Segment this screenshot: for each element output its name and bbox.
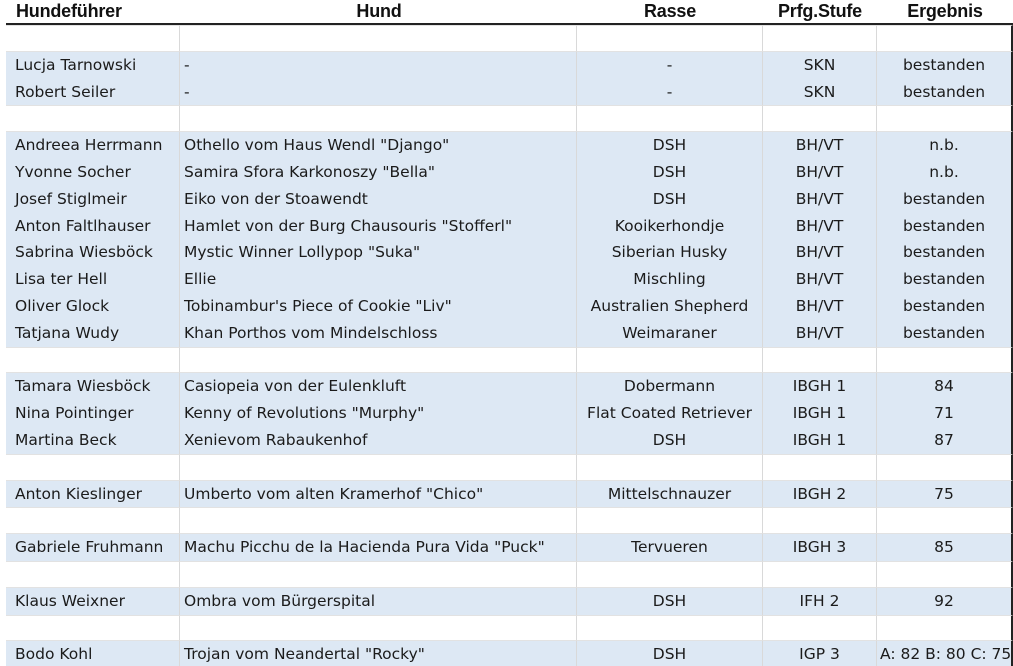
cell-result[interactable]: bestanden (877, 239, 1013, 266)
cell-dog[interactable] (180, 507, 577, 534)
cell-breed[interactable] (577, 105, 763, 132)
table-row (6, 293, 1013, 320)
table-row (6, 239, 1013, 266)
header-handler[interactable]: Hundeführer (16, 1, 122, 21)
cell-handler[interactable]: Robert Seiler (6, 79, 180, 106)
cell-level[interactable] (763, 25, 877, 52)
cell-dog[interactable] (180, 615, 577, 642)
cell-result[interactable]: 84 (877, 373, 1013, 400)
table-row (6, 373, 1013, 400)
cell-dog[interactable]: Ellie (180, 266, 577, 293)
cell-handler[interactable]: Anton Faltlhauser (6, 213, 180, 240)
cell-result[interactable]: bestanden (877, 79, 1013, 106)
cell-dog[interactable]: Casiopeia von der Eulenkluft (180, 373, 577, 400)
cell-level[interactable]: IBGH 1 (763, 400, 877, 427)
table-body (6, 25, 1013, 666)
cell-handler[interactable]: Tatjana Wudy (6, 320, 180, 347)
cell-dog[interactable]: Kenny of Revolutions "Murphy" (180, 400, 577, 427)
header-row (6, 0, 1013, 25)
cell-result[interactable]: bestanden (877, 186, 1013, 213)
cell-handler[interactable]: Martina Beck (6, 427, 180, 454)
cell-level[interactable] (763, 454, 877, 481)
cell-result[interactable]: bestanden (877, 320, 1013, 347)
header-dog[interactable]: Hund (356, 1, 402, 21)
cell-dog[interactable]: Umberto vom alten Kramerhof "Chico" (180, 481, 577, 508)
cell-dog[interactable]: Eiko von der Stoawendt (180, 186, 577, 213)
cell-dog[interactable]: Trojan vom Neandertal "Rocky" (180, 641, 577, 666)
cell-result[interactable]: 85 (877, 534, 1013, 561)
cell-handler[interactable]: Lisa ter Hell (6, 266, 180, 293)
cell-level[interactable] (763, 561, 877, 588)
cell-handler[interactable]: Bodo Kohl (6, 641, 180, 666)
cell-handler[interactable]: Nina Pointinger (6, 400, 180, 427)
table-row (6, 400, 1013, 427)
table-row (6, 427, 1013, 454)
cell-breed[interactable]: Tervueren (577, 534, 763, 561)
cell-level[interactable]: IGP 3 (763, 641, 877, 666)
cell-dog[interactable] (180, 25, 577, 52)
cell-result[interactable]: 87 (877, 427, 1013, 454)
cell-level[interactable]: BH/VT (763, 266, 877, 293)
cell-handler[interactable]: Oliver Glock (6, 293, 180, 320)
cell-handler[interactable]: Yvonne Socher (6, 159, 180, 186)
table-row (6, 79, 1013, 106)
cell-dog[interactable]: - (180, 52, 577, 79)
table-row (6, 534, 1013, 561)
cell-result[interactable]: bestanden (877, 52, 1013, 79)
cell-handler[interactable]: Lucja Tarnowski (6, 52, 180, 79)
cell-dog[interactable] (180, 347, 577, 374)
cell-breed[interactable]: Flat Coated Retriever (577, 400, 763, 427)
cell-breed[interactable]: DSH (577, 588, 763, 615)
cell-handler[interactable] (6, 347, 180, 374)
cell-result[interactable]: bestanden (877, 213, 1013, 240)
header-breed[interactable]: Rasse (643, 1, 697, 21)
cell-level[interactable] (763, 507, 877, 534)
cell-level[interactable] (763, 347, 877, 374)
cell-dog[interactable]: Hamlet von der Burg Chausouris "Stofferl" (180, 213, 577, 240)
cell-breed[interactable]: Weimaraner (577, 320, 763, 347)
cell-result[interactable]: A: 82 B: 80 C: 75 (877, 641, 1013, 666)
cell-breed[interactable]: DSH (577, 186, 763, 213)
results-table (6, 0, 1013, 666)
table-row (6, 213, 1013, 240)
cell-result[interactable]: 92 (877, 588, 1013, 615)
cell-breed[interactable] (577, 507, 763, 534)
cell-dog[interactable]: Ombra vom Bürgerspital (180, 588, 577, 615)
cell-handler[interactable] (6, 105, 180, 132)
cell-level[interactable]: IBGH 1 (763, 373, 877, 400)
empty-row (6, 507, 1013, 534)
cell-level[interactable]: BH/VT (763, 239, 877, 266)
cell-dog[interactable]: Machu Picchu de la Hacienda Pura Vida "Puck" (180, 534, 577, 561)
cell-result[interactable]: n.b. (877, 132, 1013, 159)
cell-handler[interactable] (6, 454, 180, 481)
cell-result[interactable] (877, 507, 1013, 534)
cell-breed[interactable]: Dobermann (577, 373, 763, 400)
cell-level[interactable]: IFH 2 (763, 588, 877, 615)
cell-breed[interactable]: Siberian Husky (577, 239, 763, 266)
cell-dog[interactable]: - (180, 79, 577, 106)
cell-handler[interactable]: Sabrina Wiesböck (6, 239, 180, 266)
cell-level[interactable]: SKN (763, 52, 877, 79)
cell-level[interactable] (763, 615, 877, 642)
table-row (6, 320, 1013, 347)
header-level[interactable]: Prfg.Stufe (777, 1, 862, 21)
cell-breed[interactable]: - (577, 79, 763, 106)
empty-row (6, 105, 1013, 132)
cell-breed[interactable] (577, 347, 763, 374)
table-row (6, 266, 1013, 293)
cell-result[interactable] (877, 561, 1013, 588)
cell-level[interactable]: BH/VT (763, 186, 877, 213)
cell-result[interactable]: 71 (877, 400, 1013, 427)
table-row (6, 52, 1013, 79)
cell-breed[interactable] (577, 561, 763, 588)
cell-breed[interactable]: - (577, 52, 763, 79)
cell-level[interactable]: BH/VT (763, 320, 877, 347)
cell-result[interactable]: bestanden (877, 266, 1013, 293)
cell-dog[interactable]: Samira Sfora Karkonoszy "Bella" (180, 159, 577, 186)
cell-dog[interactable] (180, 561, 577, 588)
cell-handler[interactable] (6, 507, 180, 534)
cell-result[interactable] (877, 105, 1013, 132)
cell-breed[interactable]: Kooikerhondje (577, 213, 763, 240)
cell-handler[interactable]: Tamara Wiesböck (6, 373, 180, 400)
cell-result[interactable]: bestanden (877, 293, 1013, 320)
cell-result[interactable] (877, 25, 1013, 52)
cell-level[interactable]: IBGH 3 (763, 534, 877, 561)
cell-level[interactable] (763, 105, 877, 132)
empty-row (6, 25, 1013, 52)
cell-dog[interactable]: Tobinambur's Piece of Cookie "Liv" (180, 293, 577, 320)
cell-result[interactable]: 75 (877, 481, 1013, 508)
cell-dog[interactable]: Mystic Winner Lollypop "Suka" (180, 239, 577, 266)
table-row (6, 186, 1013, 213)
table-row (6, 641, 1013, 666)
cell-level[interactable]: IBGH 1 (763, 427, 877, 454)
cell-breed[interactable]: DSH (577, 132, 763, 159)
cell-breed[interactable]: Mittelschnauzer (577, 481, 763, 508)
cell-handler[interactable] (6, 615, 180, 642)
empty-row (6, 347, 1013, 374)
cell-result[interactable] (877, 615, 1013, 642)
cell-dog[interactable]: Othello vom Haus Wendl "Django" (180, 132, 577, 159)
cell-breed[interactable] (577, 454, 763, 481)
empty-row (6, 615, 1013, 642)
cell-level[interactable]: BH/VT (763, 213, 877, 240)
cell-breed[interactable]: DSH (577, 159, 763, 186)
cell-result[interactable]: n.b. (877, 159, 1013, 186)
cell-dog[interactable] (180, 105, 577, 132)
cell-result[interactable] (877, 347, 1013, 374)
cell-level[interactable]: SKN (763, 79, 877, 106)
cell-dog[interactable]: Xenievom Rabaukenhof (180, 427, 577, 454)
cell-breed[interactable] (577, 615, 763, 642)
cell-handler[interactable]: Anton Kieslinger (6, 481, 180, 508)
cell-handler[interactable] (6, 25, 180, 52)
empty-row (6, 561, 1013, 588)
cell-handler[interactable]: Andreea Herrmann (6, 132, 180, 159)
table-row (6, 481, 1013, 508)
cell-breed[interactable] (577, 25, 763, 52)
cell-level[interactable]: IBGH 2 (763, 481, 877, 508)
cell-level[interactable]: BH/VT (763, 132, 877, 159)
cell-dog[interactable] (180, 454, 577, 481)
empty-row (6, 454, 1013, 481)
cell-handler[interactable]: Gabriele Fruhmann (6, 534, 180, 561)
table-row (6, 132, 1013, 159)
cell-result[interactable] (877, 454, 1013, 481)
table-row (6, 588, 1013, 615)
cell-handler[interactable] (6, 561, 180, 588)
cell-breed[interactable]: DSH (577, 427, 763, 454)
cell-breed[interactable]: DSH (577, 641, 763, 666)
cell-level[interactable]: BH/VT (763, 159, 877, 186)
cell-handler[interactable]: Josef Stiglmeir (6, 186, 180, 213)
cell-handler[interactable]: Klaus Weixner (6, 588, 180, 615)
cell-breed[interactable]: Australien Shepherd (577, 293, 763, 320)
cell-breed[interactable]: Mischling (577, 266, 763, 293)
cell-level[interactable]: BH/VT (763, 293, 877, 320)
cell-dog[interactable]: Khan Porthos vom Mindelschloss (180, 320, 577, 347)
header-result[interactable]: Ergebnis (907, 1, 983, 21)
table-row (6, 159, 1013, 186)
